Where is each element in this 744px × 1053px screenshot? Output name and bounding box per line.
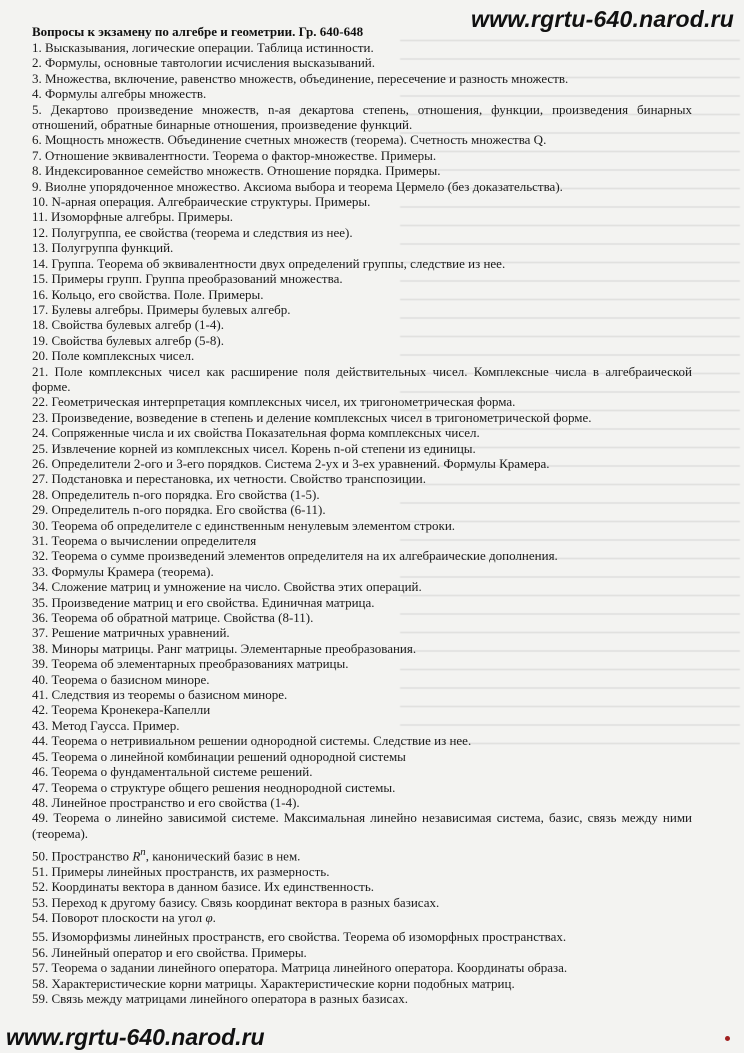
question-item: 10. N-арная операция. Алгебраические структуры. Примеры. bbox=[32, 194, 371, 210]
question-item-54 bbox=[32, 910, 692, 925]
question-item: 22. Геометрическая интерпретация комплексных чисел, их тригонометрическая форма. bbox=[32, 394, 516, 410]
question-item: 5. Декартово произведение множеств, n-ая декартова степень, отношения, функции, произведения бинарных отношений, обратные бинарные отношения, произведение функций. bbox=[32, 101, 692, 133]
question-text: 54. Поворот плоскости на угол bbox=[32, 910, 206, 926]
question-item: 18. Свойства булевых алгебр (1-4). bbox=[32, 317, 224, 333]
question-item: 48. Линейное пространство и его свойства (1-4). bbox=[32, 794, 300, 810]
site-url-top: www.rgrtu-640.narod.ru bbox=[471, 6, 734, 32]
question-item: 56. Линейный оператор и его свойства. Примеры. bbox=[32, 944, 307, 960]
question-item: 38. Миноры матрицы. Ранг матрицы. Элементарные преобразования. bbox=[32, 640, 417, 656]
question-item: 42. Теорема Кронекера-Капелли bbox=[32, 702, 211, 718]
question-item: 41. Следствия из теоремы о базисном миноре. bbox=[32, 687, 288, 703]
question-item: 6. Мощность множеств. Объединение счетных множеств (теорема). Счетность множества Q. bbox=[32, 132, 547, 148]
question-item: 16. Кольцо, его свойства. Поле. Примеры. bbox=[32, 286, 264, 302]
question-item: 58. Характеристические корни матрицы. Характеристические корни подобных матриц. bbox=[32, 975, 515, 991]
question-item: 13. Полугруппа функций. bbox=[32, 240, 174, 256]
question-item: 59. Связь между матрицами линейного оператора в разных базисах. bbox=[32, 991, 408, 1007]
page-title: Вопросы к экзамену по алгебре и геометрии. Гр. 640-648 bbox=[32, 24, 364, 39]
question-item: 7. Отношение эквивалентности. Теорема о фактор-множестве. Примеры. bbox=[32, 147, 437, 163]
question-item: 2. Формулы, основные тавтологии исчисления высказываний. bbox=[32, 55, 375, 71]
question-item: 15. Примеры групп. Группа преобразований множества. bbox=[32, 271, 343, 287]
question-item: 27. Подстановка и перестановка, их четности. Свойство транспозиции. bbox=[32, 471, 426, 487]
question-item: 44. Теорема о нетривиальном решении однородной системы. Следствие из нее. bbox=[32, 733, 472, 749]
question-item: 29. Определитель n-ого порядка. Его свойства (6-11). bbox=[32, 502, 326, 518]
question-item: 34. Сложение матриц и умножение на число. Свойства этих операций. bbox=[32, 579, 422, 595]
question-item: 31. Теорема о вычислении определителя bbox=[32, 533, 257, 548]
question-item: 20. Поле комплексных чисел. bbox=[32, 348, 195, 364]
question-item: 53. Переход к другому базису. Связь координат вектора в разных базисах. bbox=[32, 894, 440, 910]
question-item: 14. Группа. Теорема об эквивалентности двух определений группы, следствие из нее. bbox=[32, 255, 506, 271]
question-item: 17. Булевы алгебры. Примеры булевых алгебр. bbox=[32, 301, 291, 317]
question-item: 36. Теорема об обратной матрице. Свойства (8-11). bbox=[32, 610, 314, 626]
math-symbol-r: R bbox=[132, 848, 141, 864]
math-superscript-n: n bbox=[140, 846, 146, 859]
question-item: 1. Высказывания, логические операции. Таблица истинности. bbox=[32, 40, 374, 55]
question-item: 37. Решение матричных уравнений. bbox=[32, 625, 230, 641]
question-item: 12. Полугруппа, ее свойства (теорема и следствия из нее). bbox=[32, 224, 353, 240]
question-list bbox=[32, 40, 692, 1007]
question-item: 25. Извлечение корней из комплексных чисел. Корень n-ой степени из единицы. bbox=[32, 440, 476, 456]
question-item: 39. Теорема об элементарных преобразованиях матрицы. bbox=[32, 656, 349, 672]
question-item: 47. Теорема о структуре общего решения неоднородной системы. bbox=[32, 779, 396, 795]
question-item: 11. Изоморфные алгебры. Примеры. bbox=[32, 209, 234, 225]
question-item: 19. Свойства булевых алгебр (5-8). bbox=[32, 332, 224, 348]
question-item: 28. Определитель n-ого порядка. Его свойства (1-5). bbox=[32, 486, 320, 502]
question-item-50 bbox=[32, 845, 692, 864]
question-item: 49. Теорема о линейно зависимой системе. Максимальная линейно независимая система, базис, связь между ними (теорема). bbox=[32, 810, 692, 841]
question-item: 23. Произведение, возведение в степень и деление комплексных чисел в тригонометрической форме. bbox=[32, 409, 592, 425]
question-item: 46. Теорема о фундаментальной системе решений. bbox=[32, 764, 313, 780]
question-text-tail: , канонический базис в нем. bbox=[145, 848, 301, 864]
math-symbol-phi: φ bbox=[205, 910, 213, 926]
question-item: 9. Виолне упорядоченное множество. Аксиома выбора и теорема Цермело (без доказательства). bbox=[32, 178, 563, 194]
question-item: 51. Примеры линейных пространств, их размерность. bbox=[32, 863, 330, 879]
question-item: 26. Определители 2-ого и 3-его порядков. Система 2-ух и 3-ех уравнений. Формулы Крамера. bbox=[32, 455, 550, 471]
site-url-bottom: www.rgrtu-640.narod.ru bbox=[6, 1024, 265, 1050]
question-item: 52. Координаты вектора в данном базисе. Их единственность. bbox=[32, 879, 374, 895]
question-item: 33. Формулы Крамера (теорема). bbox=[32, 563, 214, 579]
question-item: 24. Сопряженные числа и их свойства Показательная форма комплексных чисел. bbox=[32, 425, 480, 441]
question-item: 30. Теорема об определителе с единственным ненулевым элементом строки. bbox=[32, 517, 456, 533]
question-item: 40. Теорема о базисном миноре. bbox=[32, 671, 210, 687]
question-item: 3. Множества, включение, равенство множеств, объединение, пересечение и разность множеств. bbox=[32, 70, 569, 86]
question-text-tail: . bbox=[212, 910, 216, 926]
question-item: 57. Теорема о задании линейного оператора. Матрица линейного оператора. Координаты образа. bbox=[32, 960, 568, 976]
question-item: 45. Теорема о линейной комбинации решений однородной системы bbox=[32, 748, 406, 764]
question-item: 21. Поле комплексных чисел как расширение поля действительных чисел. Комплексные числа в алгебраической форме. bbox=[32, 363, 692, 394]
question-item: 55. Изоморфизмы линейных пространств, его свойства. Теорема об изоморфных пространствах. bbox=[32, 929, 567, 945]
question-text: 50. Пространство bbox=[32, 848, 133, 864]
question-item: 35. Произведение матриц и его свойства. Единичная матрица. bbox=[32, 594, 375, 610]
question-item: 8. Индексированное семейство множеств. Отношение порядка. Примеры. bbox=[32, 163, 441, 179]
question-item: 32. Теорема о сумме произведений элементов определителя на их алгебраические дополнения. bbox=[32, 548, 558, 564]
question-item: 4. Формулы алгебры множеств. bbox=[32, 86, 207, 102]
question-item: 43. Метод Гаусса. Пример. bbox=[32, 717, 180, 733]
ink-dot bbox=[725, 1036, 730, 1041]
